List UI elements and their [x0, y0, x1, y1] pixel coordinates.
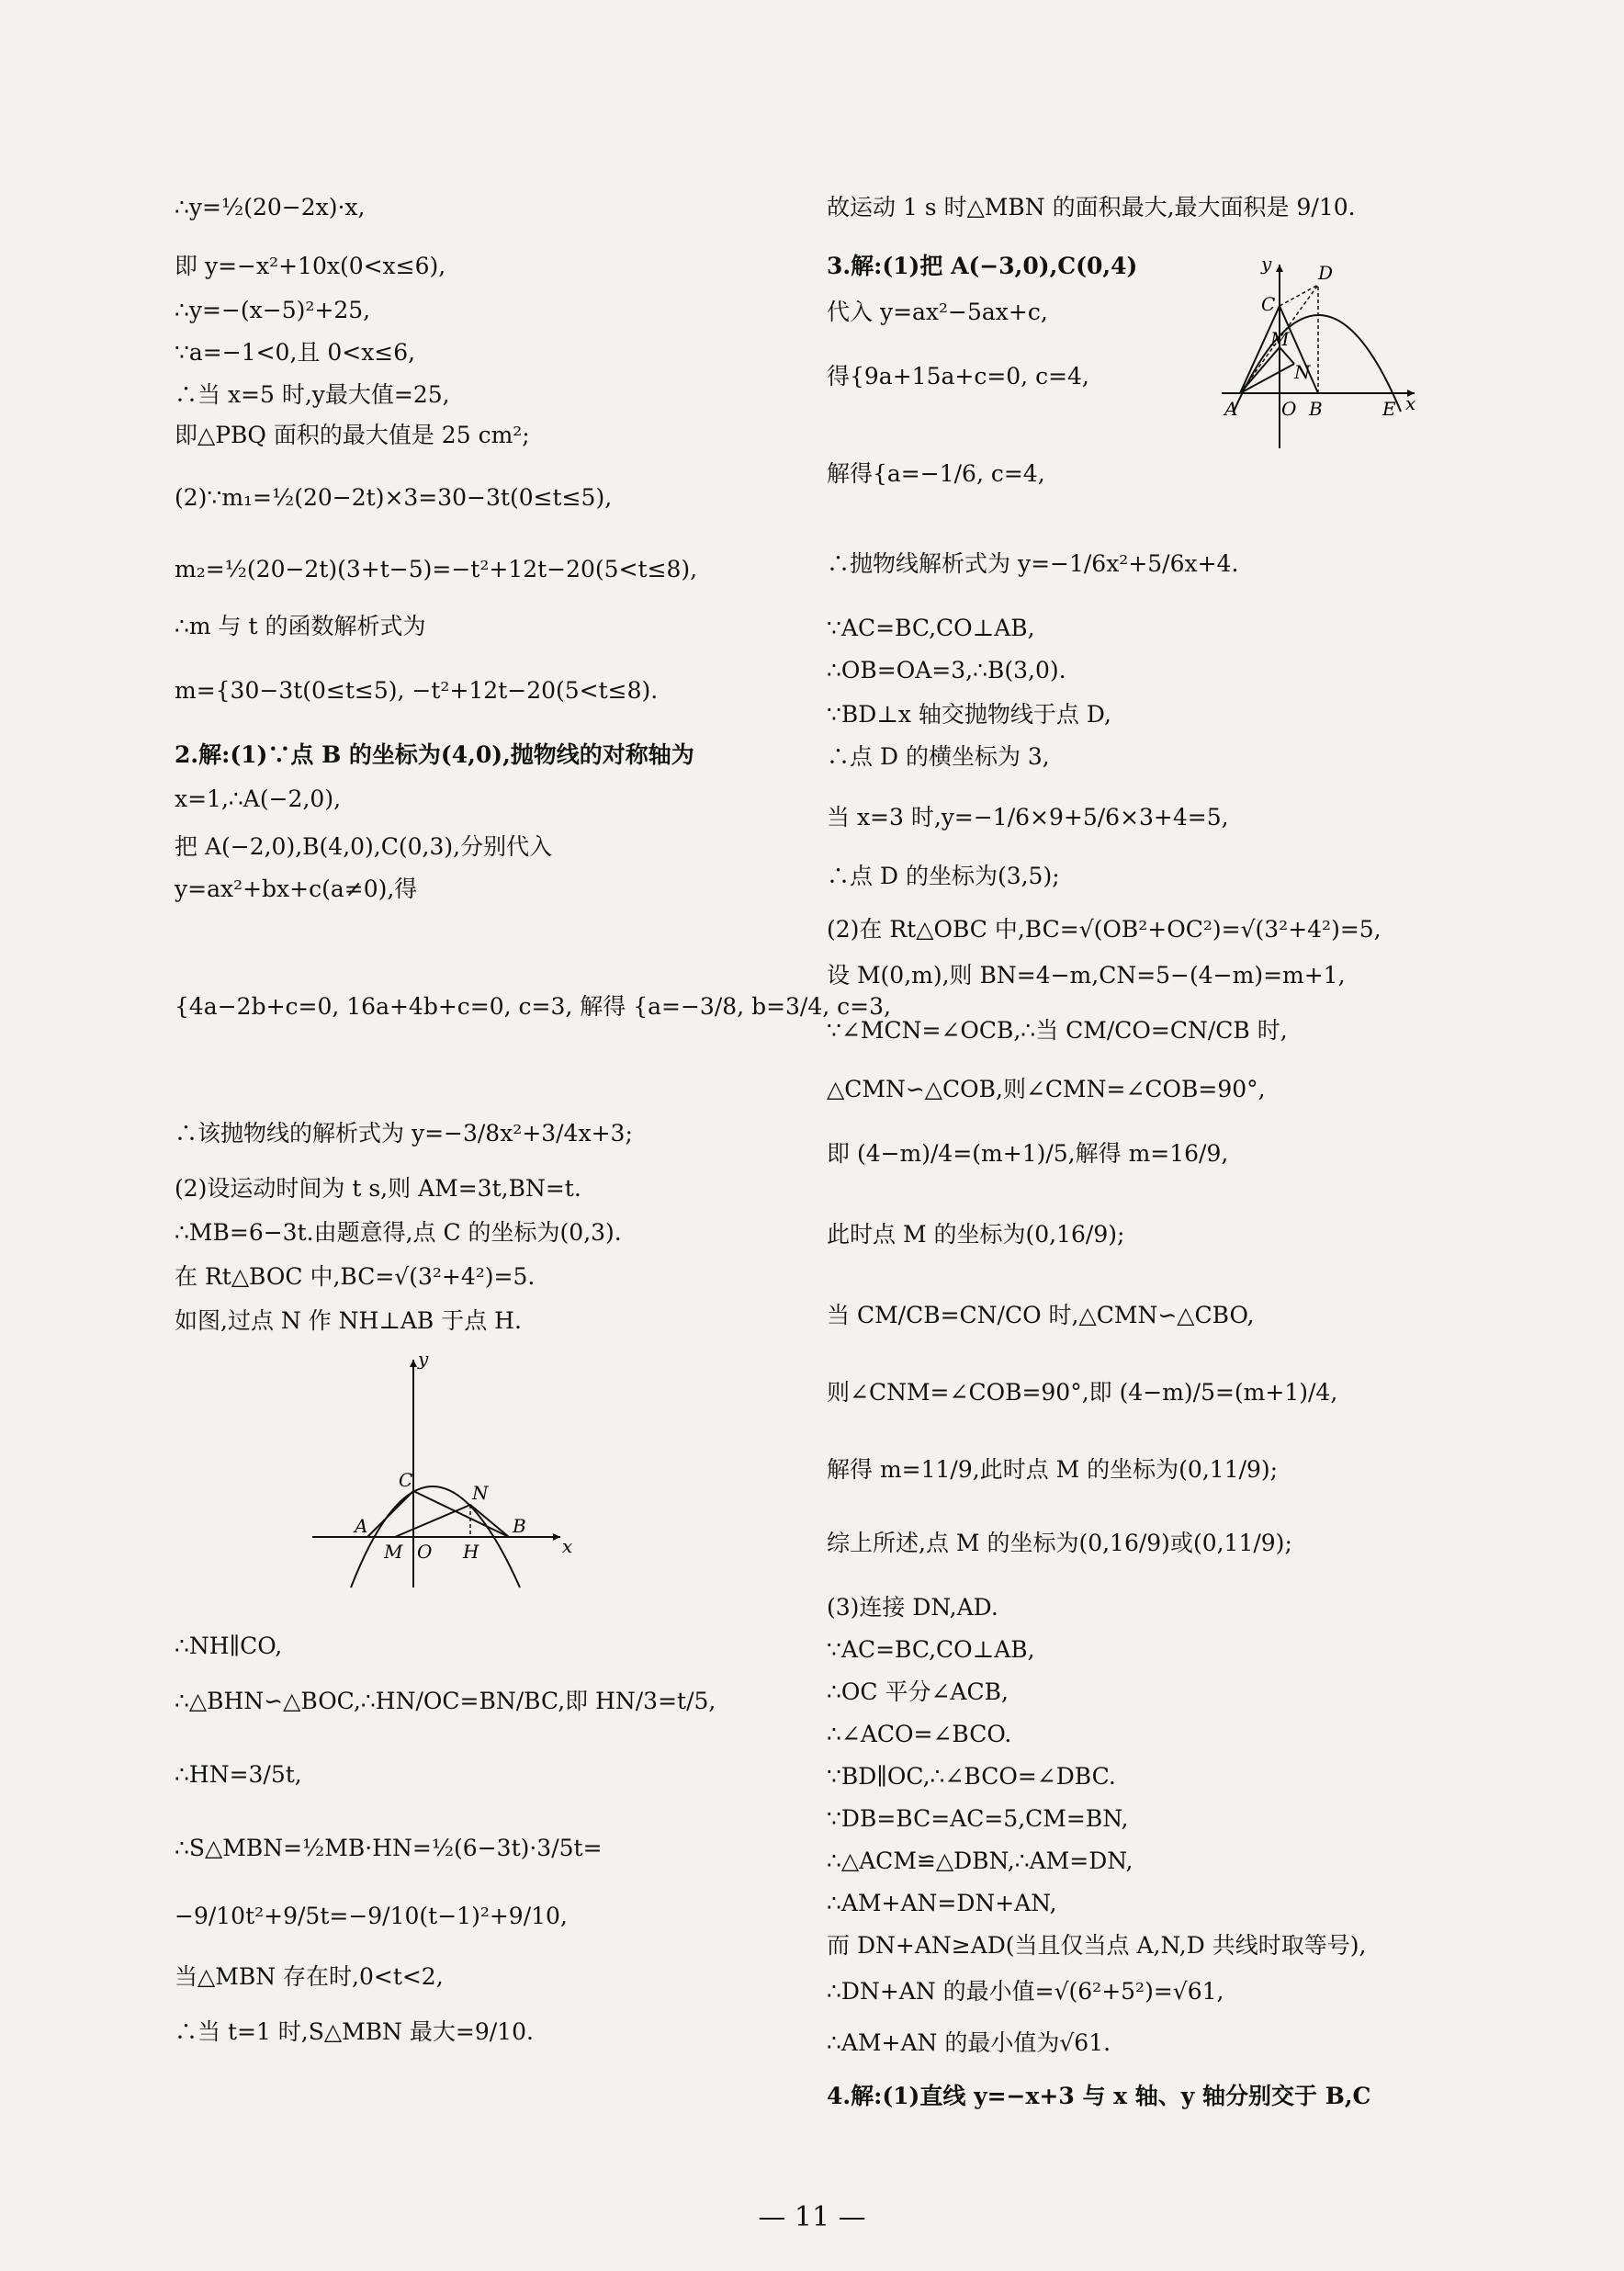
label-O: O [1281, 398, 1297, 420]
label-N: N [472, 1482, 489, 1504]
text-line: ∴点 D 的坐标为(3,5); [827, 863, 1060, 889]
text-line: 当△MBN 存在时,0<t<2, [175, 1963, 444, 1990]
label-C: C [399, 1469, 413, 1491]
text-line: ∵a=−1<0,且 0<x≤6, [175, 339, 416, 366]
text-line: 此时点 M 的坐标为(0,16/9); [827, 1221, 1125, 1248]
label-O: O [417, 1541, 433, 1563]
text-line: 则∠CNM=∠COB=90°,即 (4−m)/5=(m+1)/4, [827, 1379, 1338, 1406]
problem-4-heading: 4.解:(1)直线 y=−x+3 与 x 轴、y 轴分别交于 B,C [827, 2083, 1371, 2109]
text-line: ∴OC 平分∠ACB, [827, 1678, 1009, 1705]
text-line: ∵BD∥OC,∴∠BCO=∠DBC. [827, 1763, 1116, 1790]
text-line: 代入 y=ax²−5ax+c, [827, 299, 1048, 325]
y-arrow [410, 1360, 417, 1367]
label-y: y [1261, 255, 1272, 275]
text-line: (2)设运动时间为 t s,则 AM=3t,BN=t. [175, 1175, 581, 1202]
text-line: ∴抛物线解析式为 y=−1/6x²+5/6x+4. [827, 550, 1239, 577]
text-line: ∴当 x=5 时,y最大值=25, [175, 381, 450, 408]
text-line: ∴OB=OA=3,∴B(3,0). [827, 657, 1066, 684]
label-B: B [513, 1515, 526, 1537]
text-line: 解得{a=−1/6, c=4, [827, 460, 1045, 487]
y-arrow [1276, 265, 1283, 272]
text-line: 当 CM/CB=CN/CO 时,△CMN∽△CBO, [827, 1302, 1255, 1328]
text-line: ∴DN+AN 的最小值=√(6²+5²)=√61, [827, 1978, 1224, 2005]
segment-CD [1280, 285, 1318, 306]
text-line: ∴m 与 t 的函数解析式为 [175, 613, 426, 639]
label-x: x [562, 1535, 573, 1557]
text-line: ∴NH∥CO, [175, 1633, 283, 1659]
text-line: ∴△BHN∽△BOC,∴HN/OC=BN/BC,即 HN/3=t/5, [175, 1688, 716, 1714]
text-line: ∴MB=6−3t.由题意得,点 C 的坐标为(0,3). [175, 1219, 622, 1246]
text-line: △CMN∽△COB,则∠CMN=∠COB=90°, [827, 1076, 1266, 1102]
text-line: 综上所述,点 M 的坐标为(0,16/9)或(0,11/9); [827, 1530, 1292, 1556]
text-line: 即 y=−x²+10x(0<x≤6), [175, 253, 446, 279]
text-line: ∴HN=3/5t, [175, 1761, 302, 1788]
page-number: — 11 — [758, 2201, 866, 2233]
problem-2-heading: 2.解:(1)∵点 B 的坐标为(4,0),抛物线的对称轴为 [175, 741, 694, 768]
label-M: M [1270, 328, 1290, 350]
text-line: ∴∠ACO=∠BCO. [827, 1721, 1012, 1747]
text-line: ∵AC=BC,CO⊥AB, [827, 1636, 1035, 1663]
label-B: B [1309, 398, 1323, 420]
x-arrow [553, 1533, 560, 1541]
figure-parabola-1 [303, 1349, 579, 1597]
text-line: y=ax²+bx+c(a≠0),得 [175, 876, 418, 902]
text-line: m={30−3t(0≤t≤5), −t²+12t−20(5<t≤8). [175, 677, 659, 704]
text-line: ∴AM+AN=DN+AN, [827, 1890, 1057, 1916]
text-line: ∴y=−(x−5)²+25, [175, 297, 371, 323]
text-line: ∴y=½(20−2x)·x, [175, 194, 366, 220]
label-x: x [1405, 392, 1416, 414]
text-line: 解得 m=11/9,此时点 M 的坐标为(0,11/9); [827, 1456, 1279, 1483]
label-A: A [355, 1515, 368, 1537]
segment-AN [1240, 364, 1294, 393]
text-line: ∴S△MBN=½MB·HN=½(6−3t)·3/5t= [175, 1835, 603, 1861]
segment-AM [1240, 347, 1280, 393]
text-line: ∵∠MCN=∠OCB,∴当 CM/CO=CN/CB 时, [827, 1017, 1288, 1044]
text-line: ∵AC=BC,CO⊥AB, [827, 615, 1035, 641]
figure-parabola-2 [1217, 255, 1424, 453]
text-line: {4a−2b+c=0, 16a+4b+c=0, c=3, 解得 {a=−3/8, b=3/4, c=3, [175, 993, 891, 1020]
problem-3-heading: 3.解:(1)把 A(−3,0),C(0,4) [827, 253, 1138, 279]
text-line: −9/10t²+9/5t=−9/10(t−1)²+9/10, [175, 1903, 568, 1929]
text-line: 如图,过点 N 作 NH⊥AB 于点 H. [175, 1307, 522, 1334]
text-line: ∴当 t=1 时,S△MBN 最大=9/10. [175, 2018, 534, 2045]
label-D: D [1318, 262, 1334, 284]
text-line: 设 M(0,m),则 BN=4−m,CN=5−(4−m)=m+1, [827, 962, 1346, 989]
text-line: 故运动 1 s 时△MBN 的面积最大,最大面积是 9/10. [827, 194, 1356, 220]
label-y: y [418, 1349, 429, 1370]
text-line: 而 DN+AN≥AD(当且仅当点 A,N,D 共线时取等号), [827, 1932, 1367, 1959]
label-A: A [1224, 398, 1238, 420]
text-line: ∴AM+AN 的最小值为√61. [827, 2029, 1111, 2056]
text-line: ∴△ACM≌△DBN,∴AM=DN, [827, 1847, 1133, 1874]
text-line: (2)在 Rt△OBC 中,BC=√(OB²+OC²)=√(3²+4²)=5, [827, 916, 1382, 943]
text-line: (2)∵m₁=½(20−2t)×3=30−3t(0≤t≤5), [175, 484, 613, 511]
text-line: 在 Rt△BOC 中,BC=√(3²+4²)=5. [175, 1263, 536, 1290]
text-line: 得{9a+15a+c=0, c=4, [827, 363, 1089, 390]
text-line: 把 A(−2,0),B(4,0),C(0,3),分别代入 [175, 833, 553, 860]
text-line: x=1,∴A(−2,0), [175, 785, 342, 812]
label-N: N [1294, 361, 1311, 383]
text-line: 即△PBQ 面积的最大值是 25 cm²; [175, 422, 530, 448]
text-line: ∵DB=BC=AC=5,CM=BN, [827, 1805, 1129, 1832]
text-line: m₂=½(20−2t)(3+t−5)=−t²+12t−20(5<t≤8), [175, 556, 698, 582]
text-line: (3)连接 DN,AD. [827, 1594, 998, 1621]
text-line: 当 x=3 时,y=−1/6×9+5/6×3+4=5, [827, 804, 1229, 830]
text-line: 即 (4−m)/4=(m+1)/5,解得 m=16/9, [827, 1140, 1229, 1167]
text-line: ∴该抛物线的解析式为 y=−3/8x²+3/4x+3; [175, 1120, 633, 1147]
label-M: M [384, 1541, 403, 1563]
label-C: C [1261, 293, 1276, 315]
text-line: ∵BD⊥x 轴交抛物线于点 D, [827, 701, 1111, 728]
text-line: ∴点 D 的横坐标为 3, [827, 743, 1050, 770]
label-E: E [1382, 398, 1396, 420]
label-H: H [463, 1541, 479, 1563]
